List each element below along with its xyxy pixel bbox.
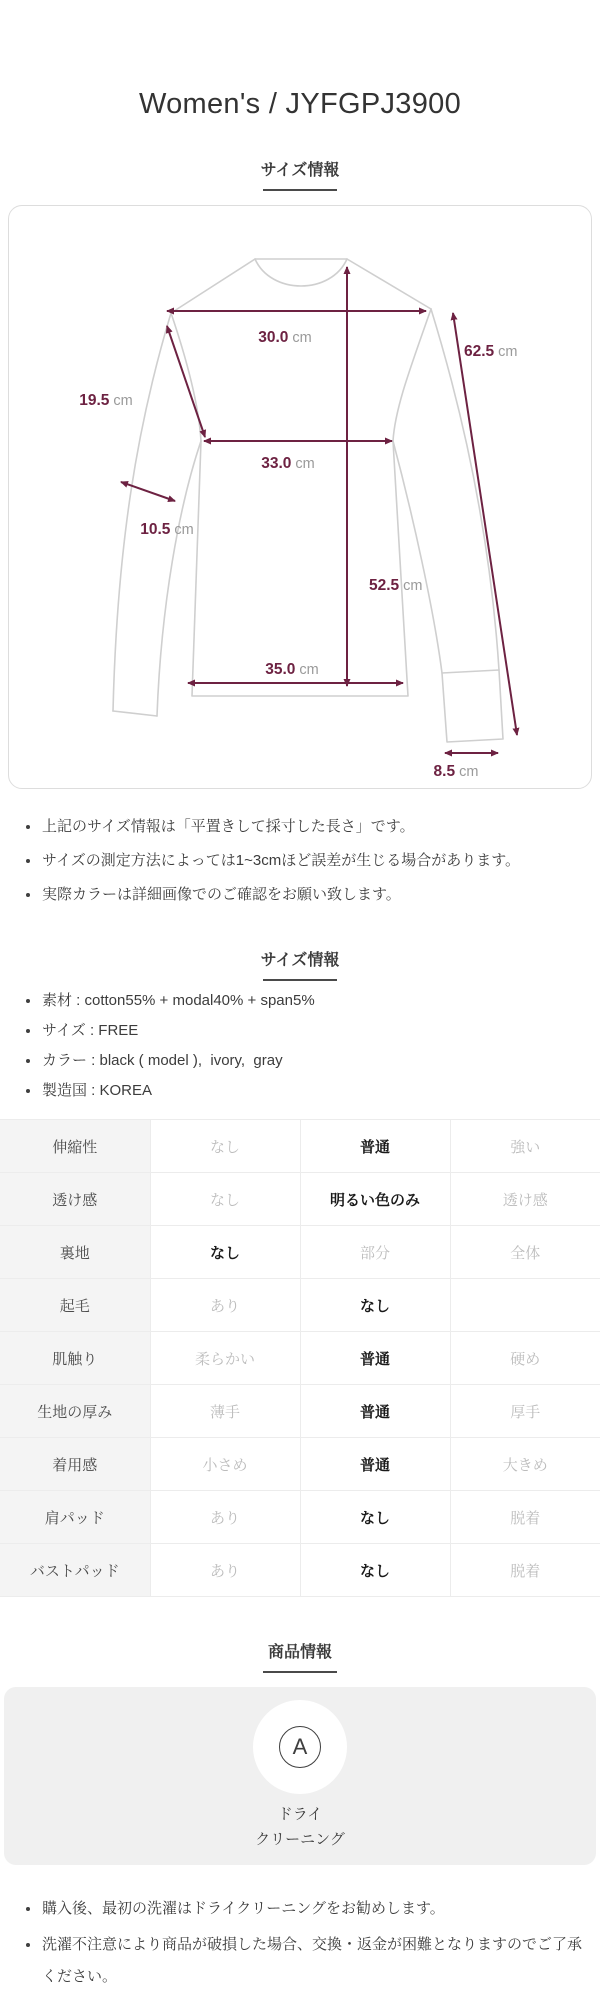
note-text: カラー : black ( model ), ivory, gray — [42, 1052, 283, 1069]
table-row — [0, 1438, 600, 1491]
spec-table — [0, 1119, 600, 1597]
measure-labels — [79, 329, 517, 780]
section-header-size2-label: サイズ情報 — [260, 952, 340, 969]
table-row — [0, 1173, 600, 1226]
spec-option: なし — [300, 1491, 450, 1544]
bullet-icon — [26, 1089, 30, 1093]
bullet-icon — [26, 859, 30, 863]
care-notes-list — [0, 1893, 600, 1993]
bullet-icon — [26, 1029, 30, 1033]
bullet-icon — [26, 825, 30, 829]
spec-option: あり — [150, 1491, 300, 1544]
list-item — [26, 1893, 584, 1925]
table-row — [0, 1120, 600, 1173]
list-item — [26, 851, 584, 871]
list-item — [26, 1081, 584, 1101]
section-header-product — [0, 1639, 600, 1673]
section-header-size — [0, 157, 600, 191]
spec-row-label: 肩パッド — [0, 1491, 150, 1544]
spec-option: なし — [150, 1173, 300, 1226]
measurement-armhole: 19.5 cm — [79, 392, 133, 409]
spec-option: あり — [150, 1279, 300, 1332]
bullet-icon — [26, 1059, 30, 1063]
spec-option: 普通 — [300, 1438, 450, 1491]
list-item — [26, 1929, 584, 1993]
table-row — [0, 1279, 600, 1332]
measurement-hem: 35.0 cm — [265, 661, 319, 678]
spec-row-label: 着用感 — [0, 1438, 150, 1491]
spec-row-label: 生地の厚み — [0, 1385, 150, 1438]
note-text: 上記のサイズ情報は「平置きして採寸した長さ」です。 — [42, 818, 415, 835]
spec-row-label: 透け感 — [0, 1173, 150, 1226]
spec-option: なし — [300, 1544, 450, 1597]
spec-row-label: 裏地 — [0, 1226, 150, 1279]
care-label-line2: クリーニング — [255, 1831, 345, 1848]
spec-option: あり — [150, 1544, 300, 1597]
list-item — [26, 885, 584, 905]
section-header-underline — [263, 979, 337, 981]
note-text: サイズ : FREE — [42, 1022, 139, 1039]
bullet-icon — [26, 1907, 30, 1911]
list-item — [26, 991, 584, 1011]
size-notes-list — [0, 817, 600, 905]
table-row — [0, 1385, 600, 1438]
spec-option: 硬め — [450, 1332, 600, 1385]
spec-option: 全体 — [450, 1226, 600, 1279]
bullet-icon — [26, 893, 30, 897]
note-text: サイズの測定方法によっては1~3cmほど誤差が生じる場合があります。 — [42, 852, 521, 869]
measurement-sleeve-width: 10.5 cm — [140, 521, 194, 538]
care-label-line1: ドライ — [277, 1806, 323, 1823]
section-header-size2 — [0, 947, 600, 981]
note-text: 購入後、最初の洗濯はドライクリーニングをお勧めします。 — [42, 1900, 445, 1917]
measurement-total-length: 52.5 cm — [369, 577, 423, 594]
spec-option: 明るい色のみ — [300, 1173, 450, 1226]
section-header-underline — [263, 189, 337, 191]
spec-option: 普通 — [300, 1385, 450, 1438]
spec-option: 透け感 — [450, 1173, 600, 1226]
table-row — [0, 1226, 600, 1279]
spec-option: 普通 — [300, 1332, 450, 1385]
spec-option: 脱着 — [450, 1544, 600, 1597]
spec-option: 柔らかい — [150, 1332, 300, 1385]
measurement-sleeve-length: 62.5 cm — [464, 343, 518, 360]
table-row — [0, 1544, 600, 1597]
spec-option: 脱着 — [450, 1491, 600, 1544]
care-instructions-box — [4, 1687, 596, 1865]
spec-row-label: 起毛 — [0, 1279, 150, 1332]
spec-option: なし — [300, 1279, 450, 1332]
bullet-icon — [26, 1943, 30, 1947]
measurement-cuff: 8.5 cm — [433, 763, 479, 780]
spec-option: 普通 — [300, 1120, 450, 1173]
list-item — [26, 1021, 584, 1041]
spec-notes-list — [0, 991, 600, 1101]
section-header-product-label: 商品情報 — [267, 1644, 332, 1661]
list-item — [26, 817, 584, 837]
measure-line-sleeve-width — [121, 482, 175, 501]
spec-option: 大きめ — [450, 1438, 600, 1491]
care-circle — [253, 1700, 347, 1794]
section-header-underline — [263, 1671, 337, 1673]
spec-option: 強い — [450, 1120, 600, 1173]
spec-option: 薄手 — [150, 1385, 300, 1438]
table-row — [0, 1491, 600, 1544]
list-item — [26, 1051, 584, 1071]
page-title: Women's / JYFGPJ3900 — [138, 88, 462, 120]
measure-line-armhole — [167, 326, 205, 437]
spec-row-label: 伸縮性 — [0, 1120, 150, 1173]
size-diagram-box — [8, 205, 592, 789]
spec-option: 部分 — [300, 1226, 450, 1279]
note-text: 実際カラーは詳細画像でのご確認をお願い致します。 — [42, 886, 401, 903]
spec-option — [450, 1279, 600, 1332]
care-label — [255, 1802, 345, 1852]
spec-option: なし — [150, 1120, 300, 1173]
section-header-size-label: サイズ情報 — [260, 162, 340, 179]
measurement-shoulder: 30.0 cm — [258, 329, 312, 346]
note-text: 製造国 : KOREA — [42, 1082, 153, 1099]
spec-row-label: バストパッド — [0, 1544, 150, 1597]
measurement-chest: 33.0 cm — [261, 455, 315, 472]
spec-option: 小さめ — [150, 1438, 300, 1491]
spec-option: 厚手 — [450, 1385, 600, 1438]
spec-option: なし — [150, 1226, 300, 1279]
spec-row-label: 肌触り — [0, 1332, 150, 1385]
dry-cleaning-icon: A — [279, 1726, 321, 1768]
note-text: 素材 : cotton55% + modal40% + span5% — [42, 992, 315, 1009]
bullet-icon — [26, 999, 30, 1003]
table-row — [0, 1332, 600, 1385]
size-diagram — [9, 206, 592, 788]
note-text: 洗濯不注意により商品が破損した場合、交換・返金が困難となりますのでご了承ください。 — [42, 1936, 583, 1985]
